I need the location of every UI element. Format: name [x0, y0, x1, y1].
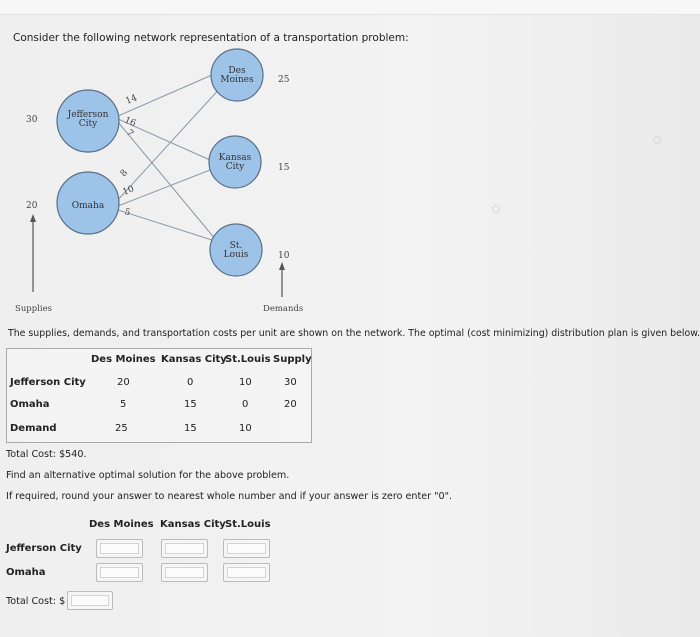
- demand-st-louis: 10: [278, 251, 290, 261]
- edge-om-stl: [118, 210, 212, 240]
- plan-header-supply: Supply: [273, 354, 312, 365]
- answer-input-jc-kc[interactable]: [161, 539, 208, 558]
- node-label-kansas: Kansas: [218, 153, 252, 163]
- plan-cell: 25: [115, 423, 128, 434]
- answer-input-om-kc[interactable]: [161, 563, 208, 582]
- plan-cell: 10: [239, 423, 252, 434]
- node-label-st: St.: [229, 241, 243, 251]
- plan-cell: 0: [242, 399, 249, 410]
- node-label-kc-city: City: [225, 162, 245, 172]
- stray-mark: [653, 136, 661, 144]
- answer-table: [4, 511, 272, 589]
- plan-row-demand-label: Demand: [10, 423, 57, 434]
- cost-jc-kc: 16: [122, 115, 138, 130]
- cost-om-kc: 10: [121, 184, 136, 198]
- description-text: The supplies, demands, and transportation costs per unit are shown on the network. The optimal (cost minimizing) distribution plan is given below.: [8, 328, 700, 339]
- intro-text: Consider the following network representation of a transportation problem:: [13, 32, 409, 44]
- cost-jc-dm: 14: [124, 93, 139, 107]
- question-text: Find an alternative optimal solution for the above problem.: [6, 470, 290, 481]
- plan-cell: 15: [184, 423, 197, 434]
- answer-input-jc-dm[interactable]: [96, 539, 143, 558]
- plan-cell: 15: [184, 399, 197, 410]
- plan-header-des-moines: Des Moines: [91, 354, 156, 365]
- supplies-label: Supplies: [15, 304, 53, 314]
- supply-omaha: 20: [26, 201, 38, 211]
- demand-des-moines: 25: [278, 75, 290, 85]
- plan-cell: 30: [284, 377, 297, 388]
- node-label-des: Des: [228, 66, 246, 76]
- total-cost-label: Total Cost: $: [6, 596, 66, 607]
- answer-header-st-louis: St.Louis: [225, 519, 271, 530]
- instruction-text: If required, round your answer to nearest whole number and if your answer is zero enter "0".: [6, 491, 453, 502]
- stray-mark: [492, 205, 500, 213]
- demand-kansas-city: 15: [278, 163, 290, 173]
- supply-jefferson: 30: [26, 115, 38, 125]
- cost-om-stl: 5: [123, 207, 132, 219]
- answer-header-kansas-city: Kansas City: [160, 519, 226, 530]
- node-label-city: City: [78, 119, 98, 129]
- plan-header-st-louis: St.Louis: [225, 354, 271, 365]
- plan-cell: 5: [120, 399, 127, 410]
- plan-cell: 10: [239, 377, 252, 388]
- node-label-louis: Louis: [223, 250, 249, 260]
- answer-header-des-moines: Des Moines: [89, 519, 154, 530]
- plan-row-jefferson-label: Jefferson City: [10, 377, 86, 388]
- node-label-jefferson: Jefferson: [67, 110, 109, 120]
- answer-row-omaha-label: Omaha: [6, 567, 46, 578]
- answer-input-om-stl[interactable]: [223, 563, 270, 582]
- answer-input-om-dm[interactable]: [96, 563, 143, 582]
- node-label-omaha: Omaha: [71, 201, 105, 211]
- supplies-arrow-head: [30, 214, 36, 222]
- plan-cell: 20: [284, 399, 297, 410]
- answer-input-jc-stl[interactable]: [223, 539, 270, 558]
- plan-header-kansas-city: Kansas City: [161, 354, 227, 365]
- demands-arrow-head: [279, 262, 285, 270]
- plan-row-omaha-label: Omaha: [10, 399, 50, 410]
- node-label-moines: Moines: [220, 75, 254, 85]
- plan-cell: 0: [187, 377, 194, 388]
- answer-row-jefferson-label: Jefferson City: [6, 543, 82, 554]
- cost-jc-stl: 7: [123, 128, 136, 140]
- total-cost-input[interactable]: [67, 591, 113, 610]
- demands-label: Demands: [263, 304, 304, 314]
- plan-cell: 20: [117, 377, 130, 388]
- cost-om-dm: 8: [118, 168, 131, 180]
- edge-jc-stl: [118, 122, 216, 240]
- total-cost-text: Total Cost: $540.: [6, 449, 87, 460]
- plan-table: [6, 348, 312, 443]
